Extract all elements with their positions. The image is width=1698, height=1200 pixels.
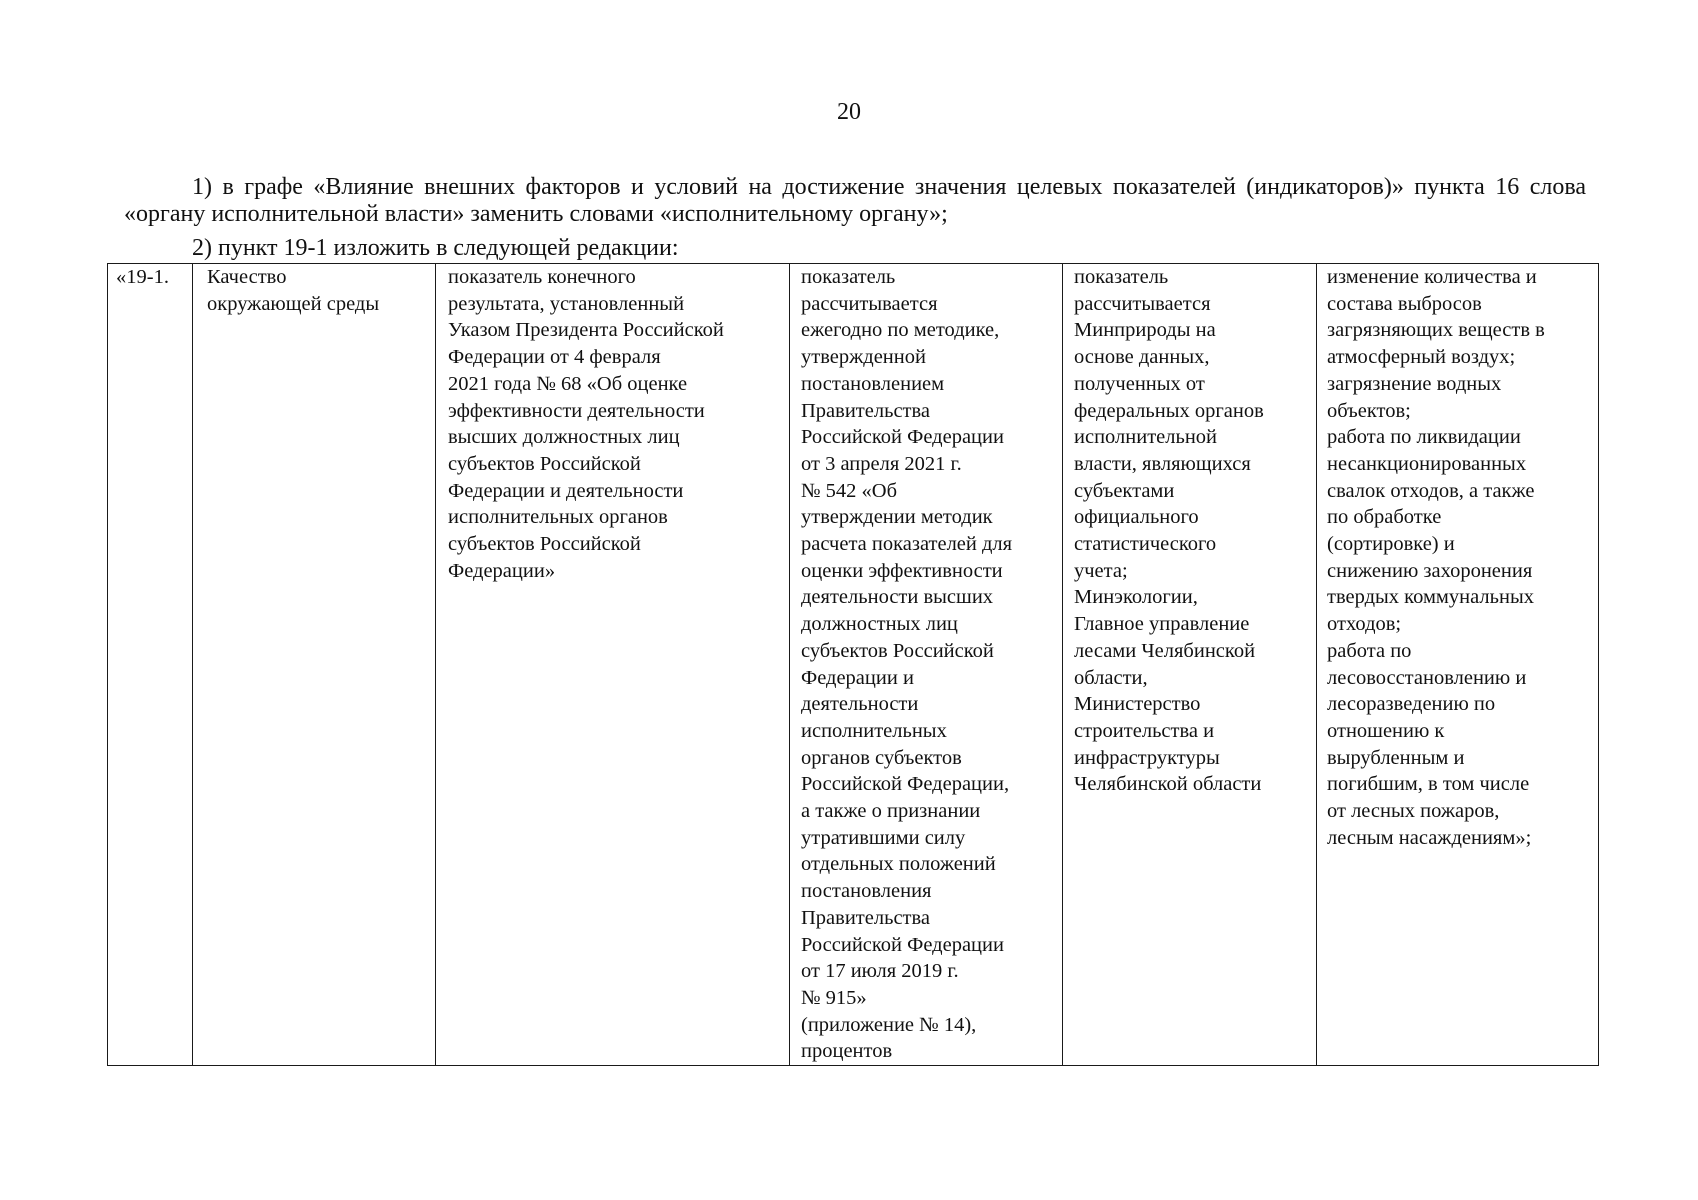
page-number: 20 (837, 99, 861, 125)
amendment-item-2: 2) пункт 19-1 изложить в следующей редакции: (192, 235, 679, 261)
cell-calculation-method: показатель рассчитывается ежегодно по методике, утвержденной постановлением Правительства Российской Федерации от 3 апреля 2021 г. № 542 «Об утверждении методик расчета показателей для оценки эффективности деятельности высших должностных лиц субъектов Российской Федерации и деятельности исполнительных органов субъектов Российской Федерации, а также о признании утратившими силу отдельных положений постановления Правительства Российской Федерации от 17 июля 2019 г. № 915» (приложение № 14), процентов (790, 264, 1063, 1066)
cell-item-number: «19-1. (108, 264, 193, 1066)
cell-data-source: показатель рассчитывается Минприроды на основе данных, полученных от федеральных органов исполнительной власти, являющихся субъектами официального статистического учета; Минэкологии, Главное управление лесами Челябинской области, Министерство строительства и инфраструктуры Челябинской области (1063, 264, 1317, 1066)
indicator-table (107, 263, 1599, 1066)
table-row (108, 264, 1599, 1066)
cell-indicator-name: Качество окружающей среды (193, 264, 436, 1066)
amendment-item-1: 1) в графе «Влияние внешних факторов и условий на достижение значения целевых показателей (индикаторов)» пункта 16 слова «органу исполнительной власти» заменить словами «исполнительному органу»; (124, 174, 1586, 227)
cell-external-factors: изменение количества и состава выбросов загрязняющих веществ в атмосферный воздух; загрязнение водных объектов; работа по ликвидации несанкционированных свалок отходов, а также по обработке (сортировке) и снижению захоронения твердых коммунальных отходов; работа по лесовосстановлению и лесоразведению по отношению к вырубленным и погибшим, в том числе от лесных пожаров, лесным насаждениям»; (1317, 264, 1599, 1066)
cell-indicator-definition: показатель конечного результата, установленный Указом Президента Российской Федерации от 4 февраля 2021 года № 68 «Об оценке эффективности деятельности высших должностных лиц субъектов Российской Федерации и деятельности исполнительных органов субъектов Российской Федерации» (436, 264, 790, 1066)
